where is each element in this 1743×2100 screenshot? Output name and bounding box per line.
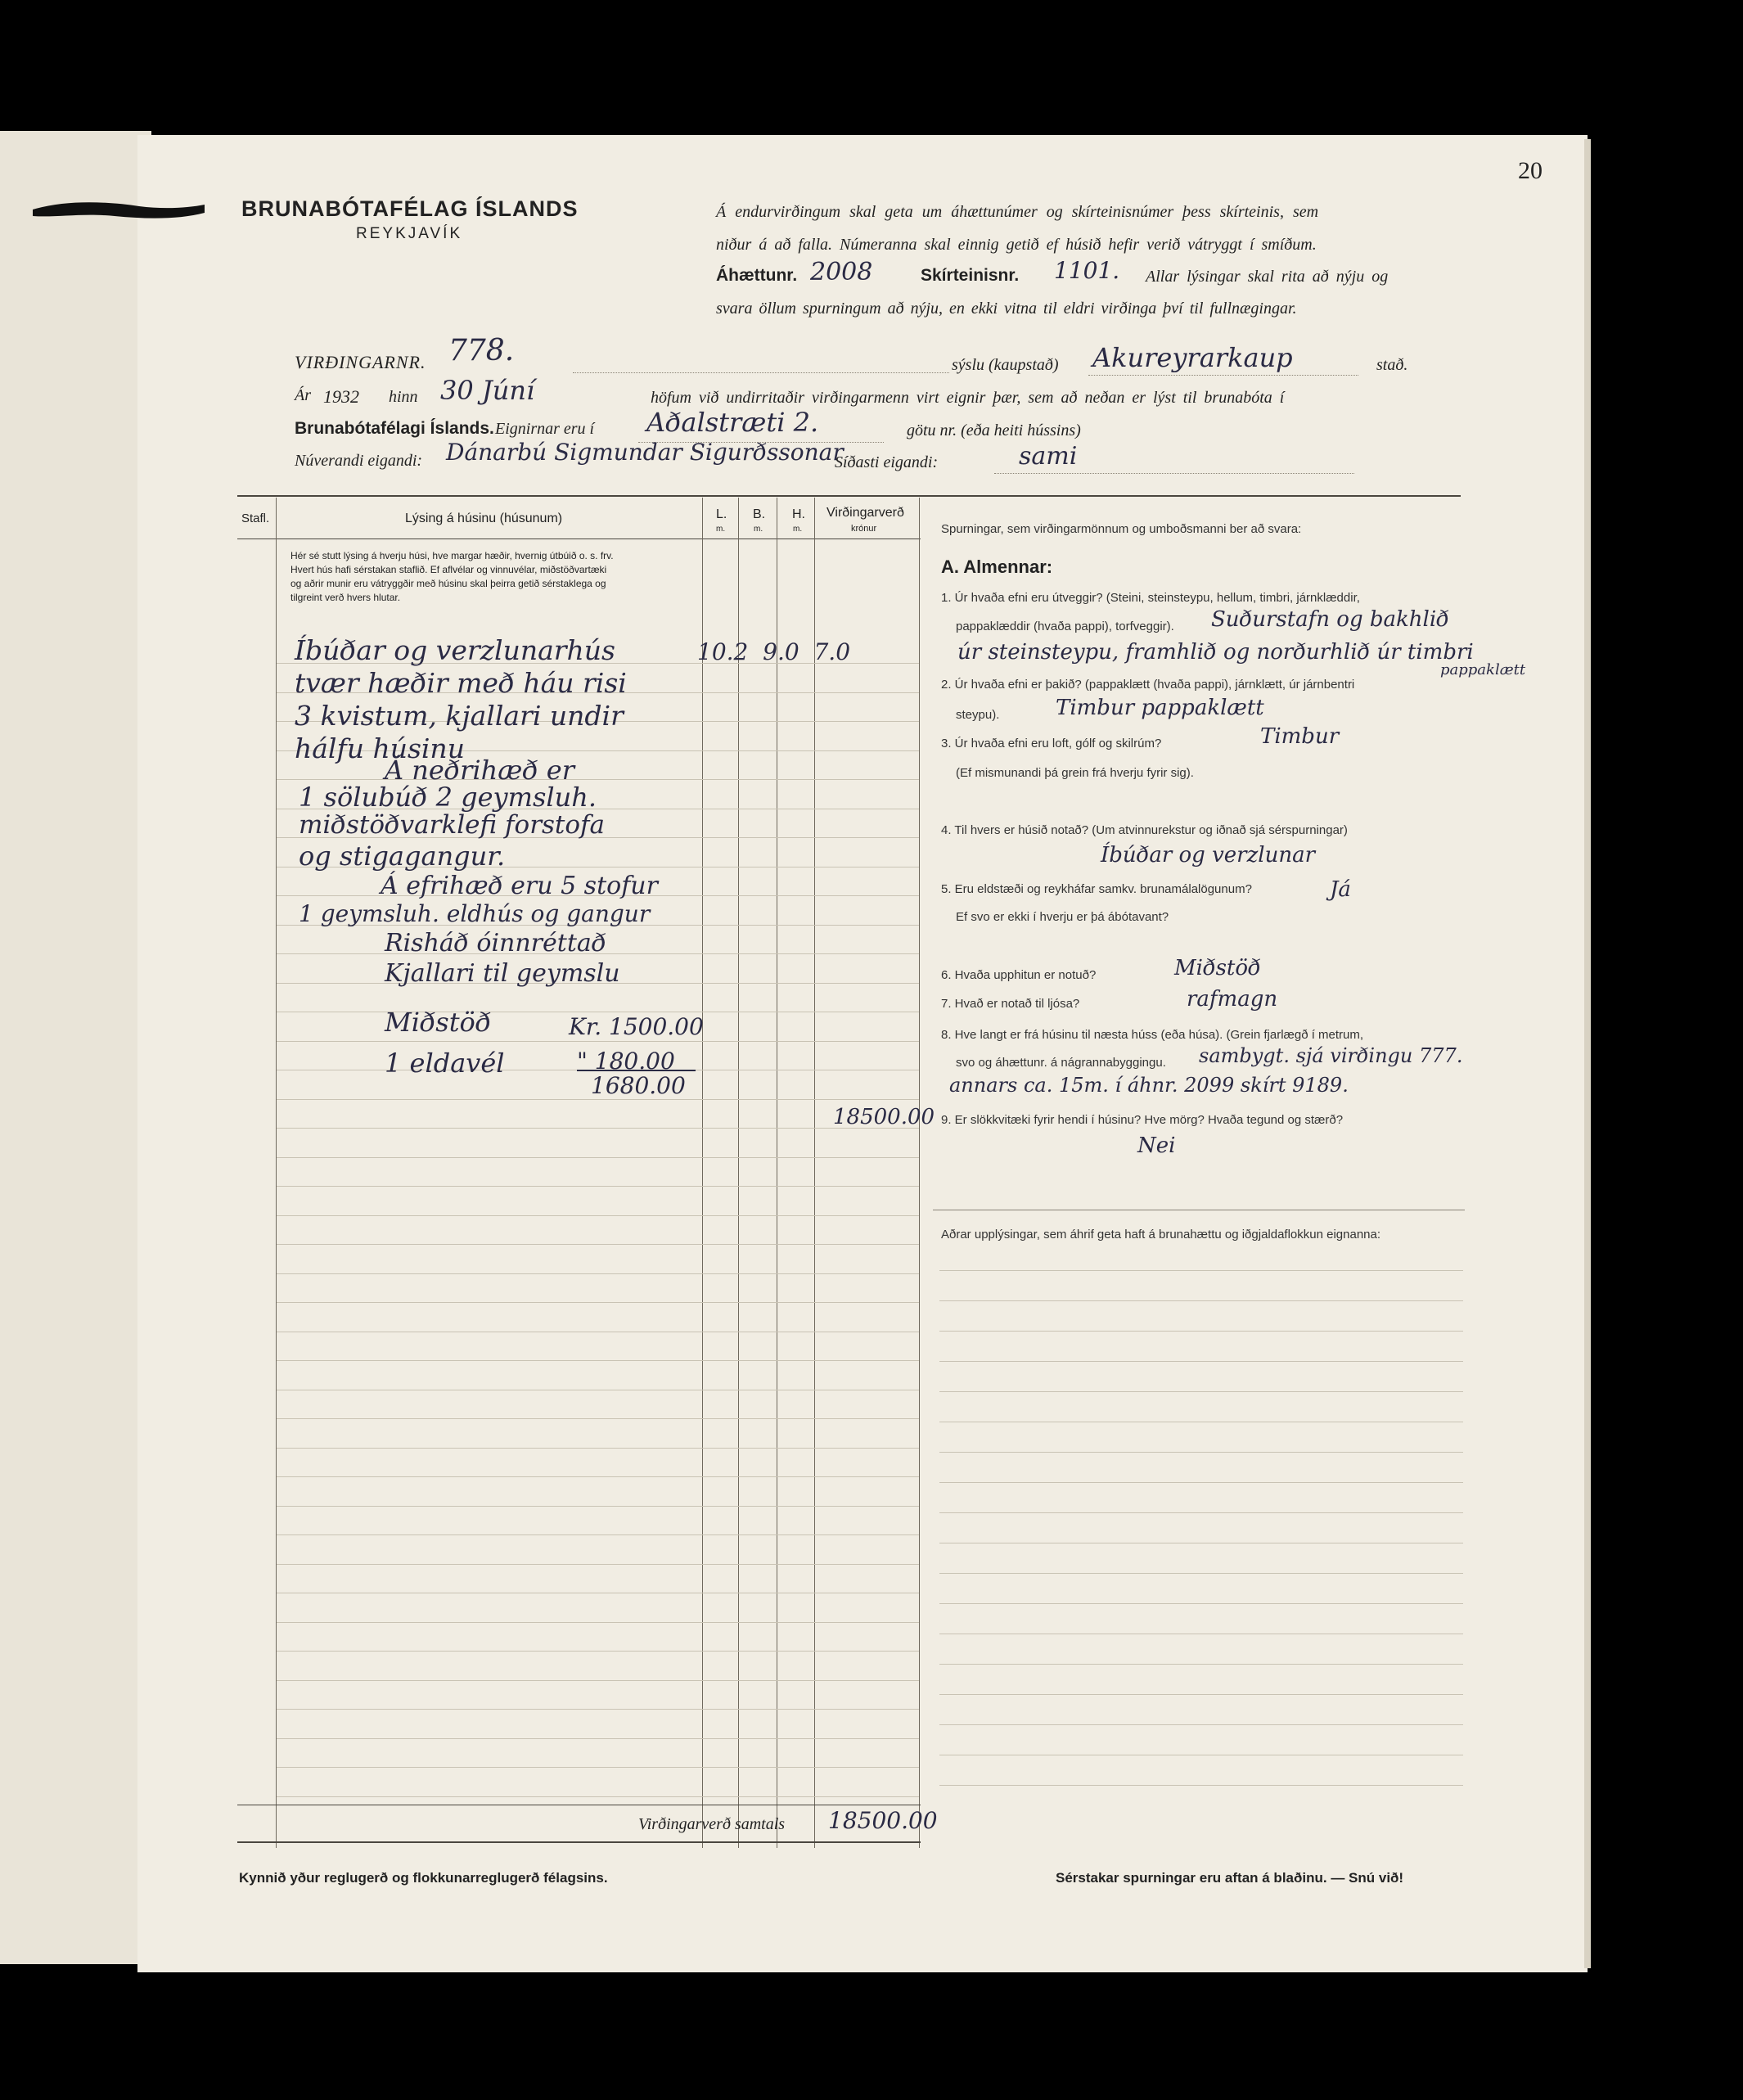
intro-line-1: Á endurvirðingum skal geta um áhættunúmer og skírteinisnúmer þess skírteinis, sem — [716, 203, 1319, 221]
q7-line1: 7. Hvað er notað til ljósa? — [941, 997, 1080, 1011]
table-bottom-rule — [237, 1841, 921, 1843]
previous-page-edge — [0, 131, 151, 1964]
q2-line1: 2. Úr hvaða efni er þakið? (pappaklætt (hvaða pappi), járnklætt, úr járnbentri — [941, 678, 1355, 692]
q7-answer: rafmagn — [1187, 987, 1278, 1012]
table-ruling-line — [277, 1186, 919, 1187]
col-b: B. — [753, 507, 766, 521]
page-number: 20 — [1518, 157, 1543, 184]
section-title: A. Almennar: — [941, 557, 1053, 577]
table-ruling-line — [277, 779, 919, 780]
desc-line: 1 geymsluh. eldhús og gangur — [299, 900, 651, 927]
other-info-line — [939, 1724, 1463, 1725]
owner-label: Núverandi eigandi: — [295, 452, 423, 470]
q1-line1: 1. Úr hvaða efni eru útveggir? (Steini, steinsteypu, hellum, timbri, járnklæddir, — [941, 591, 1360, 605]
hinn-label: hinn — [389, 388, 418, 406]
q9-line1: 9. Er slökkvitæki fyrir hendi í húsinu? Hve mörg? Hvaða tegund og stærð? — [941, 1113, 1344, 1127]
table-ruling-line — [277, 1796, 919, 1797]
table-ruling-line — [277, 1157, 919, 1158]
vir-label: VIRÐINGARNR. — [295, 352, 426, 372]
q8-line1: 8. Hve langt er frá húsinu til næsta húss (eða húsa). (Grein fjarlægð í metrum, — [941, 1028, 1364, 1042]
date-value: 30 Júní — [440, 375, 535, 406]
table-ruling-line — [277, 1302, 919, 1303]
table-ruling-line — [277, 1534, 919, 1535]
table-ruling-line — [277, 1709, 919, 1710]
vir-dotted-line — [573, 372, 949, 373]
table-note-4: tilgreint verð hvers hlutar. — [290, 592, 401, 603]
dimensions: 10.2 9.0 7.0 — [697, 638, 851, 665]
risk-label: Áhættunr. — [716, 266, 798, 285]
desc-line: Kjallari til geymslu — [385, 959, 620, 988]
item2-value: " 180.00 — [577, 1048, 675, 1075]
q9-answer: Nei — [1137, 1133, 1176, 1158]
table-note-2: Hvert hús hafi sérstakan staflið. Ef aflvélar og vinnuvélar, miðstöðvartæki — [290, 564, 607, 575]
other-info-line — [939, 1391, 1463, 1392]
desc-line: Á efrihæð eru 5 stofur — [381, 872, 658, 900]
item1-label: Miðstöð — [385, 1007, 492, 1038]
col-line-stafl — [276, 498, 277, 1848]
prev-label: Síðasti eigandi: — [835, 453, 939, 471]
table-ruling-line — [277, 1273, 919, 1274]
sysla-dotted-line — [1088, 375, 1358, 376]
q8-line2: svo og áhættunr. á nágrannabyggingu. — [956, 1056, 1166, 1070]
table-ruling-line — [277, 1651, 919, 1652]
year-value: 1932 — [323, 386, 359, 407]
risk-value: 2008 — [810, 258, 873, 286]
q2-answer: Timbur pappaklætt — [1056, 696, 1264, 720]
item1-value: Kr. 1500.00 — [569, 1013, 704, 1040]
org-title: BRUNABÓTAFÉLAG ÍSLANDS — [241, 196, 579, 221]
street-value: Aðalstræti 2. — [646, 407, 819, 438]
binding-thread — [33, 195, 205, 223]
col-vird: Virðingarverð — [826, 506, 904, 520]
table-ruling-line — [277, 1622, 919, 1623]
q2-line2: steypu). — [956, 708, 1000, 722]
col-line-value — [919, 498, 920, 1848]
col-line-l — [738, 498, 739, 1848]
table-ruling-line — [277, 1738, 919, 1739]
col-kronur: krónur — [851, 524, 877, 534]
page-edge-shadow — [1584, 139, 1591, 1968]
other-info-line — [939, 1573, 1463, 1574]
footer-right: Sérstakar spurningar eru aftan á blaðinu. — Snú við! — [1056, 1870, 1404, 1886]
q6-answer: Miðstöð — [1174, 956, 1261, 980]
table-note-1: Hér sé stutt lýsing á hverju húsi, hve margar hæðir, hvernig útbúið o. s. frv. — [290, 550, 614, 561]
other-info-line — [939, 1361, 1463, 1362]
desc-line: og stigagangur. — [299, 840, 506, 872]
other-info-label: Aðrar upplýsingar, sem áhrif geta haft á brunahættu og iðgjaldaflokkun eignanna: — [941, 1228, 1381, 1242]
q5-answer: Já — [1330, 877, 1351, 902]
q3-answer: Timbur — [1260, 724, 1340, 749]
cert-value: 1101. — [1054, 257, 1120, 284]
samtals-label: Virðingarverð samtals — [638, 1815, 786, 1833]
table-ruling-line — [277, 1680, 919, 1681]
col-line-h — [814, 498, 815, 1848]
q8-answer2: annars ca. 15m. í áhnr. 2099 skírt 9189. — [949, 1074, 1349, 1097]
sysla-label: sýslu (kaupstað) — [952, 356, 1059, 374]
desc-line: miðstöðvarklefi forstofa — [299, 810, 605, 840]
prev-dotted-line — [994, 473, 1354, 474]
col-l: L. — [716, 507, 727, 521]
footer-left: Kynnið yður reglugerð og flokkunarreglugerð félagsins. — [239, 1870, 608, 1886]
q1-answer2: úr steinsteypu, framhlið og norðurhlið úr timbri — [957, 640, 1474, 665]
q3-line1: 3. Úr hvaða efni eru loft, gólf og skilrúm? — [941, 737, 1162, 750]
table-ruling-line — [277, 1360, 919, 1361]
table-ruling-line — [277, 1128, 919, 1129]
col-line-desc — [702, 498, 703, 1848]
org-city: REYKJAVÍK — [356, 225, 463, 242]
table-ruling-line — [277, 1476, 919, 1477]
intro-line-4: svara öllum spurningum að nýju, en ekki vitna til eldri virðinga því til fullnægingar. — [716, 300, 1297, 318]
desc-line: Íbúðar og verzlunarhús — [295, 634, 615, 666]
q1-line2: pappaklæddir (hvaða pappi), torfveggir). — [956, 620, 1174, 633]
other-info-line — [939, 1331, 1463, 1332]
q3-line2: (Ef mismunandi þá grein frá hverju fyrir sig). — [956, 766, 1194, 780]
main-top-rule — [237, 495, 1461, 497]
vir-value: 778. — [448, 334, 515, 367]
q6-line1: 6. Hvaða upphitun er notuð? — [941, 968, 1097, 982]
table-ruling-line — [277, 1215, 919, 1216]
table-note-3: og aðrir munir eru vátryggðir með húsinu skal þeirra getið sérstaklega og — [290, 578, 606, 589]
other-info-line — [939, 1452, 1463, 1453]
col-stafl: Stafl. — [241, 511, 270, 525]
year-label: Ár — [295, 386, 311, 404]
q1-answer1: Suðurstafn og bakhlið — [1211, 607, 1449, 632]
desc-line: Á neðrihæð er — [385, 755, 574, 786]
other-info-line — [939, 1270, 1463, 1271]
stad-label: stað. — [1376, 356, 1408, 374]
table-ruling-line — [277, 1767, 919, 1768]
other-info-line — [939, 1785, 1463, 1786]
intro-line-2: niður á að falla. Númeranna skal einnig getið ef húsið hefir verið vátryggt í smíðum. — [716, 236, 1317, 254]
table-ruling-line — [277, 1418, 919, 1419]
desc-line: 1 sölubúð 2 geymsluh. — [299, 782, 597, 813]
gotu-label: götu nr. (eða heiti hússins) — [907, 421, 1081, 439]
item2-label: 1 eldavél — [385, 1048, 505, 1079]
other-info-line — [939, 1694, 1463, 1695]
desc-line: hálfu húsinu — [295, 732, 465, 764]
col-lysing: Lýsing á húsinu (húsunum) — [405, 511, 563, 525]
q1-answer3: pappaklætt — [1440, 661, 1526, 678]
col-l-unit: m. — [716, 525, 726, 534]
table-ruling-line — [277, 1041, 919, 1042]
other-info-line — [939, 1664, 1463, 1665]
prev-value: sami — [1019, 442, 1078, 471]
table-ruling-line — [277, 1244, 919, 1245]
other-info-line — [939, 1300, 1463, 1301]
table-ruling-line — [277, 1506, 919, 1507]
items-total: 1680.00 — [591, 1072, 686, 1099]
col-b-unit: m. — [754, 525, 763, 534]
owner-value: Dánarbú Sigmundar Sigurðssonar — [446, 439, 844, 466]
questions-header: Spurningar, sem virðingarmönnum og umboðsmanni ber að svara: — [941, 522, 1302, 536]
table-ruling-line — [277, 1448, 919, 1449]
desc-line: 3 kvistum, kjallari undir — [295, 700, 624, 732]
sysla-value: Akureyrarkaup — [1092, 342, 1293, 373]
other-info-line — [939, 1512, 1463, 1513]
intro-line-3: Allar lýsingar skal rita að nýju og — [1146, 268, 1389, 286]
col-h: H. — [792, 507, 805, 521]
table-ruling-line — [277, 1564, 919, 1565]
value-total: 18500.00 — [833, 1105, 935, 1129]
sum-underline — [577, 1070, 696, 1071]
q5-line1: 5. Eru eldstæði og reykháfar samkv. brunamálalögunum? — [941, 882, 1252, 896]
other-info-line — [939, 1482, 1463, 1483]
q4-line1: 4. Til hvers er húsið notað? (Um atvinnurekstur og iðnað sjá sérspurningar) — [941, 823, 1348, 837]
cert-label: Skírteinisnr. — [921, 266, 1020, 285]
eignirnar-label: Eignirnar eru í — [495, 420, 595, 438]
desc-line: Risháð óinnréttað — [385, 929, 606, 958]
q5-line2: Ef svo er ekki í hverju er þá ábótavant? — [956, 910, 1169, 924]
col-h-unit: m. — [793, 525, 803, 534]
q4-answer: Íbúðar og verzlunar — [1101, 843, 1316, 867]
bi-label: Brunabótafélagi Íslands. — [295, 419, 494, 438]
hofum-text: höfum við undirritaðir virðingarmenn virt eignir þær, sem að neðan er lýst til brunabóta í — [651, 389, 1285, 407]
desc-line: tvær hæðir með háu risi — [295, 667, 627, 699]
samtals-value: 18500.00 — [828, 1807, 938, 1834]
other-info-line — [939, 1603, 1463, 1604]
q8-answer1: sambygt. sjá virðingu 777. — [1199, 1044, 1463, 1067]
